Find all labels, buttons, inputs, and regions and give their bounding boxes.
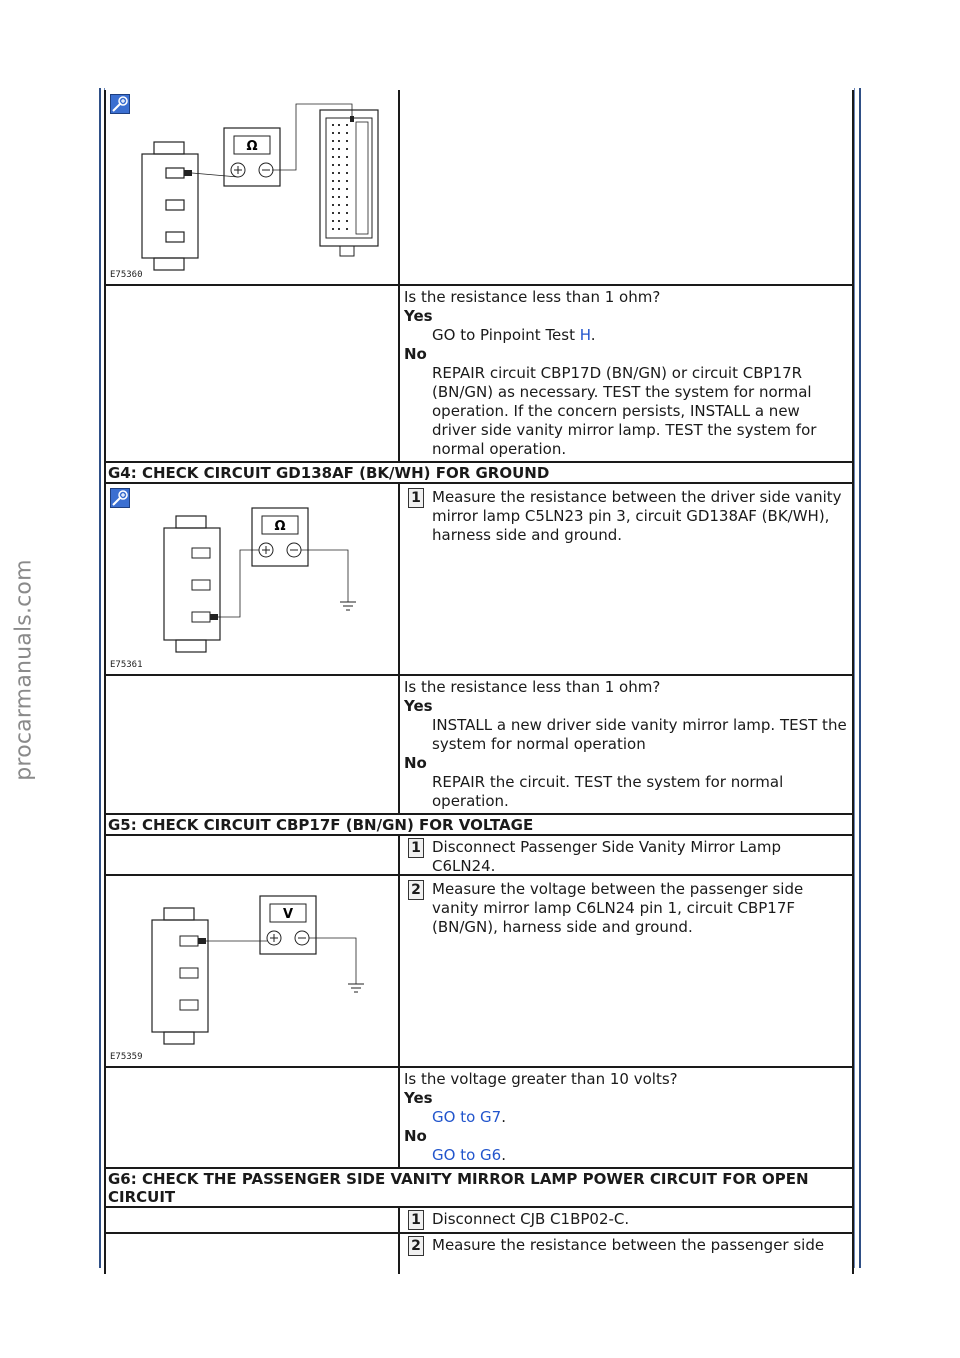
g6-step-2-text: Measure the resistance between the passenger side — [432, 1236, 825, 1254]
frame-line-right-outer — [859, 88, 861, 1268]
g5-step-2-item — [404, 880, 848, 937]
step-number: 2 — [408, 1236, 424, 1256]
ohm-symbol: Ω — [246, 139, 258, 154]
g4-step-1-text: Measure the resistance between the driver side vanity mirror lamp C5LN23 pin 3, circuit GD138AF (BK/WH), harness side and ground. — [432, 488, 842, 544]
g5-step-1-empty — [106, 836, 400, 874]
g5-step-1 — [400, 836, 852, 874]
go-to-g6-link[interactable]: GO to G6 — [432, 1146, 502, 1164]
figure-row-1-empty — [400, 90, 852, 284]
yes-answer: INSTALL a new driver side vanity mirror lamp. TEST the system for normal operation — [432, 716, 847, 753]
g6-step-2-item — [404, 1236, 848, 1256]
go-to-g7-link[interactable]: GO to G7 — [432, 1108, 502, 1126]
no-label: No — [404, 345, 427, 363]
no-answer — [404, 1146, 848, 1165]
figure-cell-3 — [106, 876, 400, 1066]
question-row-2 — [104, 676, 854, 815]
g5-step-2 — [400, 876, 852, 1066]
g5-step-1-text: Disconnect Passenger Side Vanity Mirror Lamp C6LN24. — [432, 838, 782, 875]
no-answer: REPAIR circuit CBP17D (BN/GN) or circuit CBP17R (BN/GN) as necessary. TEST the system for normal operation. If the concern persists, INSTALL a new driver side vanity mirror lamp. TEST the system for normal operation. — [432, 364, 817, 458]
question-row-3-empty — [106, 1068, 400, 1167]
section-header-g6: G6: CHECK THE PASSENGER SIDE VANITY MIRROR LAMP POWER CIRCUIT FOR OPEN CIRCUIT — [104, 1169, 854, 1208]
g6-step-1 — [400, 1208, 852, 1232]
step-number: 1 — [408, 1210, 424, 1230]
frame-line-left-outer — [99, 88, 101, 1268]
yes-answer-prefix: GO to Pinpoint Test — [432, 326, 580, 344]
voltmeter-diagram — [106, 876, 398, 1066]
question-text: Is the resistance less than 1 ohm? — [404, 288, 661, 306]
figure-cell-1 — [106, 90, 400, 284]
ohm-symbol: Ω — [274, 519, 286, 534]
ohmmeter-diagram-1 — [106, 90, 398, 284]
figure-row-1 — [104, 90, 854, 286]
g6-step-1-empty — [106, 1208, 400, 1232]
g5-step-1-row — [104, 836, 854, 876]
no-label: No — [404, 1127, 427, 1145]
volt-symbol: V — [282, 907, 294, 922]
yes-answer — [404, 1108, 848, 1127]
question-text: Is the resistance less than 1 ohm? — [404, 678, 661, 696]
no-answer: REPAIR the circuit. TEST the system for normal operation. — [432, 773, 784, 810]
step-number: 2 — [408, 880, 424, 900]
frame-line-right-inner — [854, 88, 855, 1268]
figure-row-3 — [104, 876, 854, 1068]
question-row-2-empty — [106, 676, 400, 813]
no-answer-suffix: . — [501, 1146, 506, 1164]
step-number: 1 — [408, 838, 424, 858]
g6-step-1-text: Disconnect CJB C1BP02-C. — [432, 1210, 630, 1228]
yes-label: Yes — [404, 697, 433, 715]
g4-step-1-item — [404, 488, 848, 545]
question-row-1-content — [400, 286, 852, 461]
side-watermark-text: procarmanuals.com — [11, 559, 37, 781]
yes-answer — [404, 326, 848, 345]
pinpoint-test-h-link[interactable]: H — [579, 326, 591, 344]
g6-step-1-item — [404, 1210, 848, 1230]
no-label: No — [404, 754, 427, 772]
question-text: Is the voltage greater than 10 volts? — [404, 1070, 678, 1088]
figure-label-3: E75359 — [110, 1052, 143, 1062]
side-watermark — [4, 540, 44, 800]
g5-step-2-text: Measure the voltage between the passenger side vanity mirror lamp C6LN24 pin 1, circuit CBP17F (BN/GN), harness side and ground. — [432, 880, 804, 936]
yes-label: Yes — [404, 1089, 433, 1107]
figure-label-1: E75360 — [110, 270, 143, 280]
yes-answer-suffix: . — [501, 1108, 506, 1126]
ohmmeter-diagram-2 — [106, 484, 398, 674]
g6-step-2-row — [104, 1234, 854, 1274]
section-header-g4: G4: CHECK CIRCUIT GD138AF (BK/WH) FOR GROUND — [104, 463, 854, 484]
figure-label-2: E75361 — [110, 660, 143, 670]
figure-cell-2 — [106, 484, 400, 674]
g6-step-2 — [400, 1234, 852, 1274]
question-row-1-empty — [106, 286, 400, 461]
figure-row-2 — [104, 484, 854, 676]
g6-step-2-empty — [106, 1234, 400, 1274]
step-number: 1 — [408, 488, 424, 508]
g5-step-1-item — [404, 838, 848, 876]
question-row-3 — [104, 1068, 854, 1169]
section-header-g5: G5: CHECK CIRCUIT CBP17F (BN/GN) FOR VOLTAGE — [104, 815, 854, 836]
yes-label: Yes — [404, 307, 433, 325]
g6-step-1-row — [104, 1208, 854, 1234]
question-row-2-content — [400, 676, 852, 813]
g4-step-1 — [400, 484, 852, 674]
question-row-3-content — [400, 1068, 852, 1167]
yes-answer-suffix: . — [590, 326, 596, 344]
question-row-1 — [104, 286, 854, 463]
document-body — [104, 90, 854, 1274]
